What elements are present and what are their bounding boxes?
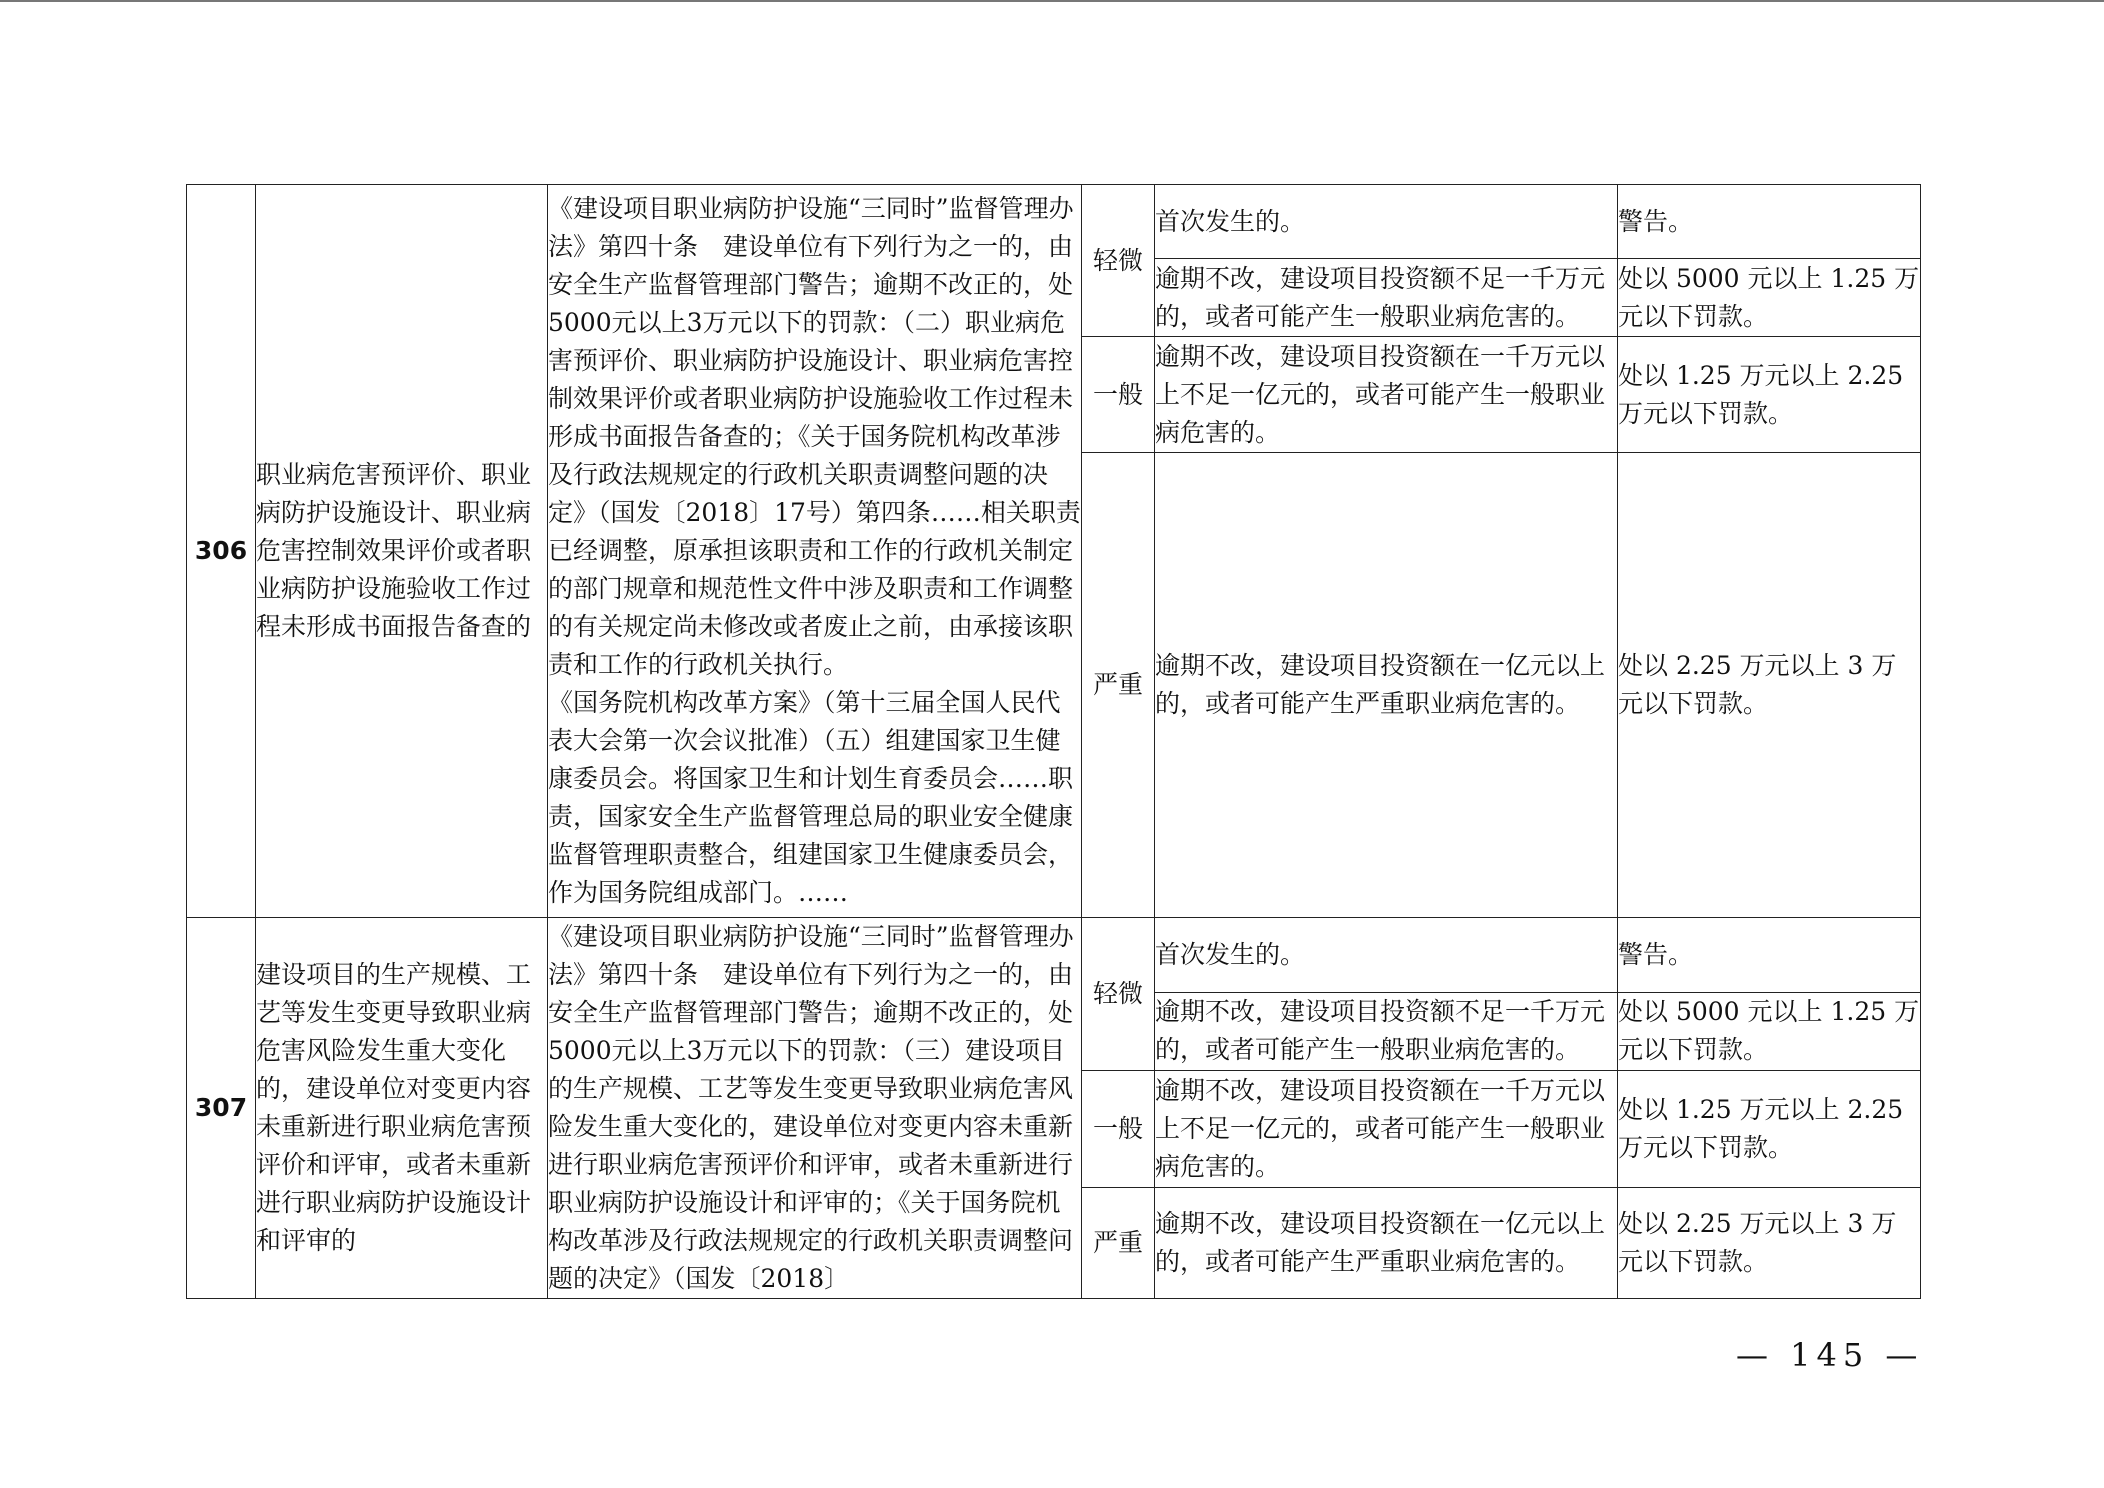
penalty-cell: 警告。 [1618, 918, 1921, 993]
legal-basis: 《建设项目职业病防护设施“三同时”监督管理办法》第四十条 建设单位有下列行为之一的，由安全生产监督管理部门警告；逾期不改正的，处5000元以上3万元以下的罚款：（二）职业病危害预评价、职业病防护设施设计、职业病危害控制效果评价或者职业病防护设施验收工作过程未形成书面报告备查的；《关于国务院机构改革涉及行政法规规定的行政机关职责调整问题的决定》（国发〔2018〕17号）第四条……相关职责已经调整，原承担该职责和工作的行政机关制定的部门规章和规范性文件中涉及职责和工作调整的有关规定尚未修改或者废止之前，由承接该职责和工作的行政机关执行。 《国务院机构改革方案》（第十三届全国人民代表大会第一次会议批准）（五）组建国家卫生健康委员会。将国家卫生和计划生育委员会……职责，国家安全生产监督管理总局的职业安全健康监督管理职责整合，组建国家卫生健康委员会，作为国务院组成部门。…… [548, 185, 1082, 918]
penalty-cell: 处以 2.25 万元以上 3 万元以下罚款。 [1618, 453, 1921, 918]
condition-cell: 逾期不改，建设项目投资额在一千万元以上不足一亿元的，或者可能产生一般职业病危害的。 [1155, 337, 1618, 453]
legal-basis: 《建设项目职业病防护设施“三同时”监督管理办法》第四十条 建设单位有下列行为之一的，由安全生产监督管理部门警告；逾期不改正的，处5000元以上3万元以下的罚款：（三）建设项目的生产规模、工艺等发生变更导致职业病危害风险发生重大变化的，建设单位对变更内容未重新进行职业病危害预评价和评审，或者未重新进行职业病防护设施设计和评审的；《关于国务院机构改革涉及行政法规规定的行政机关职责调整问题的决定》（国发〔2018〕 [548, 918, 1082, 1299]
condition-cell: 逾期不改，建设项目投资额在一亿元以上的，或者可能产生严重职业病危害的。 [1155, 453, 1618, 918]
page-number: — 145 — [1736, 1336, 1924, 1374]
item-number: 307 [187, 918, 256, 1299]
penalty-cell: 处以 1.25 万元以上 2.25 万元以下罚款。 [1618, 337, 1921, 453]
penalty-discretion-table [186, 184, 1921, 1299]
table-row [187, 918, 1921, 993]
severity-level: 一般 [1082, 337, 1155, 453]
violation-description: 职业病危害预评价、职业病防护设施设计、职业病危害控制效果评价或者职业病防护设施验收工作过程未形成书面报告备查的 [256, 185, 548, 918]
condition-cell: 首次发生的。 [1155, 918, 1618, 993]
item-number: 306 [187, 185, 256, 918]
penalty-cell: 处以 2.25 万元以上 3 万元以下罚款。 [1618, 1188, 1921, 1299]
condition-cell: 逾期不改，建设项目投资额在一亿元以上的，或者可能产生严重职业病危害的。 [1155, 1188, 1618, 1299]
violation-description: 建设项目的生产规模、工艺等发生变更导致职业病危害风险发生重大变化的，建设单位对变更内容未重新进行职业病危害预评价和评审，或者未重新进行职业病防护设施设计和评审的 [256, 918, 548, 1299]
top-border-line [0, 0, 2104, 2]
condition-cell: 逾期不改，建设项目投资额在一千万元以上不足一亿元的，或者可能产生一般职业病危害的。 [1155, 1071, 1618, 1188]
severity-level: 轻微 [1082, 185, 1155, 337]
severity-level: 严重 [1082, 1188, 1155, 1299]
table-row [187, 185, 1921, 259]
severity-level: 轻微 [1082, 918, 1155, 1071]
penalty-cell: 处以 5000 元以上 1.25 万元以下罚款。 [1618, 259, 1921, 337]
condition-cell: 首次发生的。 [1155, 185, 1618, 259]
penalty-cell: 警告。 [1618, 185, 1921, 259]
severity-level: 严重 [1082, 453, 1155, 918]
condition-cell: 逾期不改，建设项目投资额不足一千万元的，或者可能产生一般职业病危害的。 [1155, 259, 1618, 337]
penalty-cell: 处以 5000 元以上 1.25 万元以下罚款。 [1618, 992, 1921, 1071]
penalty-cell: 处以 1.25 万元以上 2.25 万元以下罚款。 [1618, 1071, 1921, 1188]
condition-cell: 逾期不改，建设项目投资额不足一千万元的，或者可能产生一般职业病危害的。 [1155, 992, 1618, 1071]
severity-level: 一般 [1082, 1071, 1155, 1188]
